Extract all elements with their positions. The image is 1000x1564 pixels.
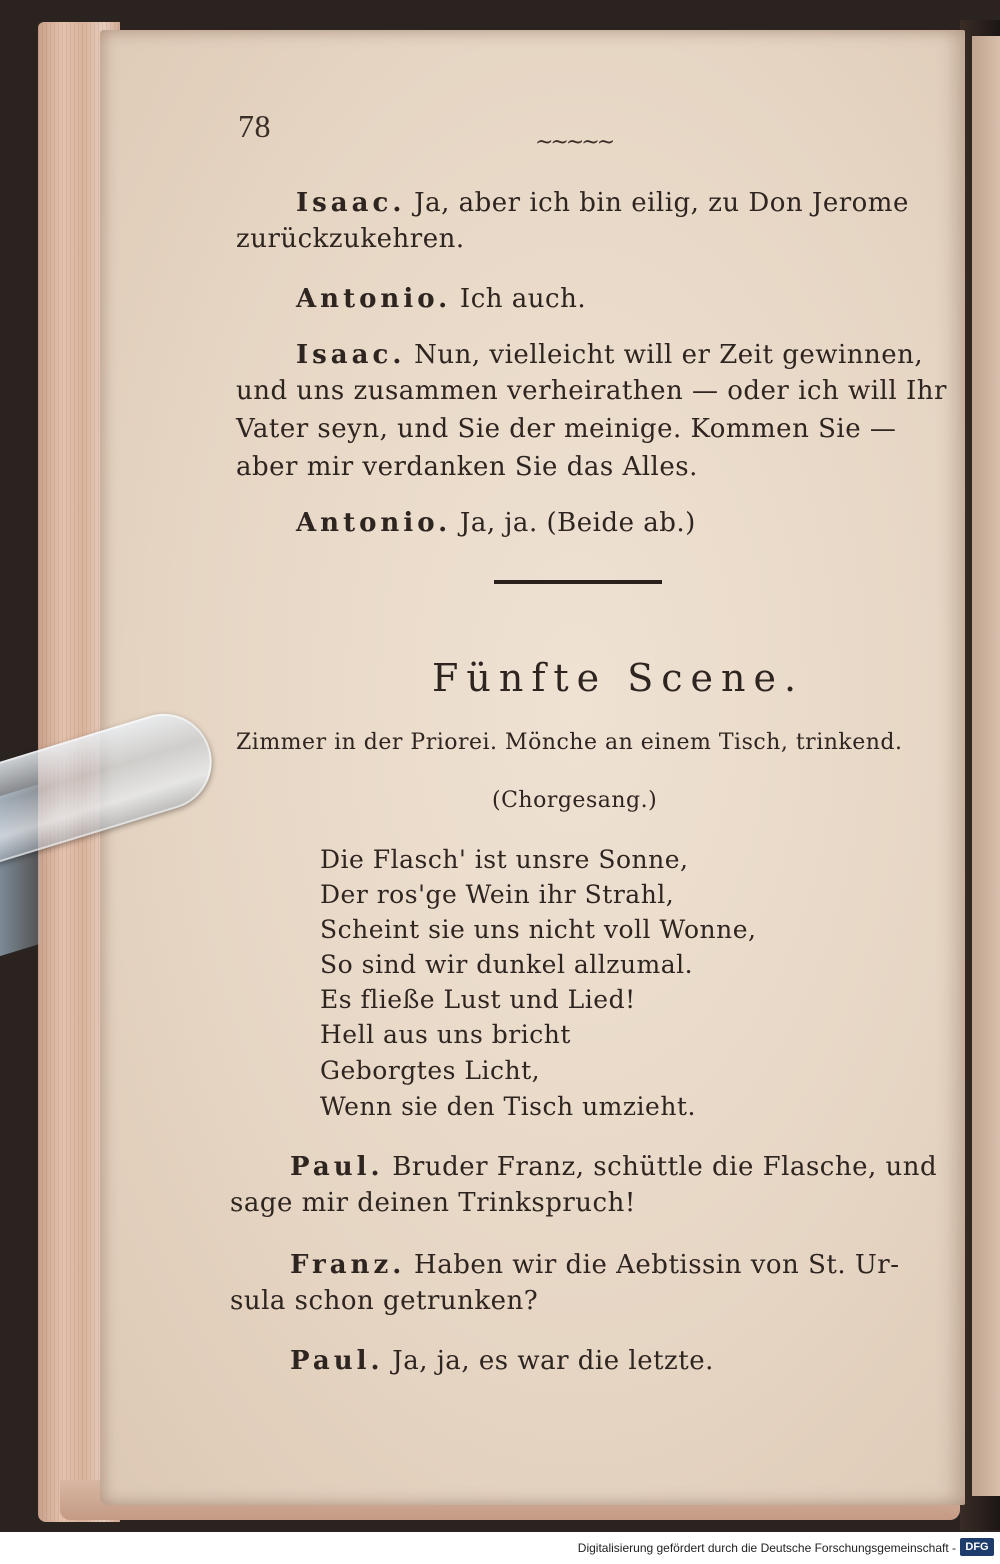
line-text: Vater seyn, und Sie der meinige. Kommen Sie —	[236, 414, 897, 444]
dialogue-line	[296, 188, 909, 218]
facing-page-edge	[972, 36, 1000, 1496]
verse-line: Geborgtes Licht,	[320, 1056, 541, 1085]
speaker-name: Franz.	[290, 1250, 406, 1280]
dialogue-line	[236, 414, 896, 444]
line-text: Nun, vielleicht will er Zeit gewinnen,	[414, 340, 924, 370]
dialogue-line	[296, 508, 696, 538]
line-text: Ja, ja, es war die letzte.	[392, 1346, 714, 1376]
dialogue-line	[296, 284, 586, 314]
line-text: Haben wir die Aebtissin von St. Ur-	[414, 1250, 900, 1280]
line-text: und uns zusammen verheirathen — oder ich will Ihr	[236, 376, 947, 406]
line-text: Bruder Franz, schüttle die Flasche, und	[392, 1152, 938, 1182]
line-text: Ich auch.	[459, 284, 587, 314]
scene-title: Fünfte Scene.	[432, 656, 805, 700]
dialogue-line	[230, 1286, 538, 1316]
dialogue-line	[290, 1250, 899, 1280]
line-text: aber mir verdanken Sie das Alles.	[236, 452, 698, 482]
chorus-label: (Chorgesang.)	[492, 788, 658, 813]
verse-line: Es fließe Lust und Lied!	[320, 985, 636, 1014]
line-text: zurückzukehren.	[236, 224, 465, 254]
dialogue-line	[290, 1152, 937, 1182]
funding-credit: Digitalisierung gefördert durch die Deutsche Forschungsgemeinschaft -	[577, 1541, 956, 1555]
page-number: 78	[238, 108, 271, 144]
verse-line: Wenn sie den Tisch umzieht.	[320, 1092, 696, 1121]
book-page	[100, 30, 965, 1505]
dialogue-line	[296, 340, 923, 370]
speaker-name: Isaac.	[296, 340, 406, 370]
stage-direction: Zimmer in der Priorei. Mönche an einem Tisch, trinkend.	[236, 730, 903, 755]
speaker-name: Antonio.	[296, 508, 452, 538]
verse-line: Die Flasch' ist unsre Sonne,	[320, 845, 689, 874]
speaker-name: Paul.	[290, 1346, 384, 1376]
dialogue-line	[236, 376, 947, 406]
verse-line: Scheint sie uns nicht voll Wonne,	[320, 915, 757, 944]
line-text: sula schon getrunken?	[230, 1286, 539, 1316]
dialogue-line	[236, 452, 698, 482]
dialogue-line	[230, 1188, 636, 1218]
line-text: Ja, aber ich bin eilig, zu Don Jerome	[414, 188, 909, 218]
dialogue-line	[290, 1346, 714, 1376]
dialogue-line	[236, 224, 465, 254]
header-ornament: ~~~~~	[535, 130, 613, 155]
verse-line: Hell aus uns bricht	[320, 1020, 571, 1049]
section-divider	[494, 580, 662, 584]
verse-line: Der ros'ge Wein ihr Strahl,	[320, 880, 675, 909]
dfg-logo-icon: DFG	[960, 1538, 994, 1556]
speaker-name: Paul.	[290, 1152, 384, 1182]
speaker-name: Antonio.	[296, 284, 452, 314]
speaker-name: Isaac.	[296, 188, 406, 218]
verse-line: So sind wir dunkel allzumal.	[320, 950, 694, 979]
line-text: sage mir deinen Trinkspruch!	[230, 1188, 636, 1218]
line-text: Ja, ja. (Beide ab.)	[459, 508, 696, 538]
